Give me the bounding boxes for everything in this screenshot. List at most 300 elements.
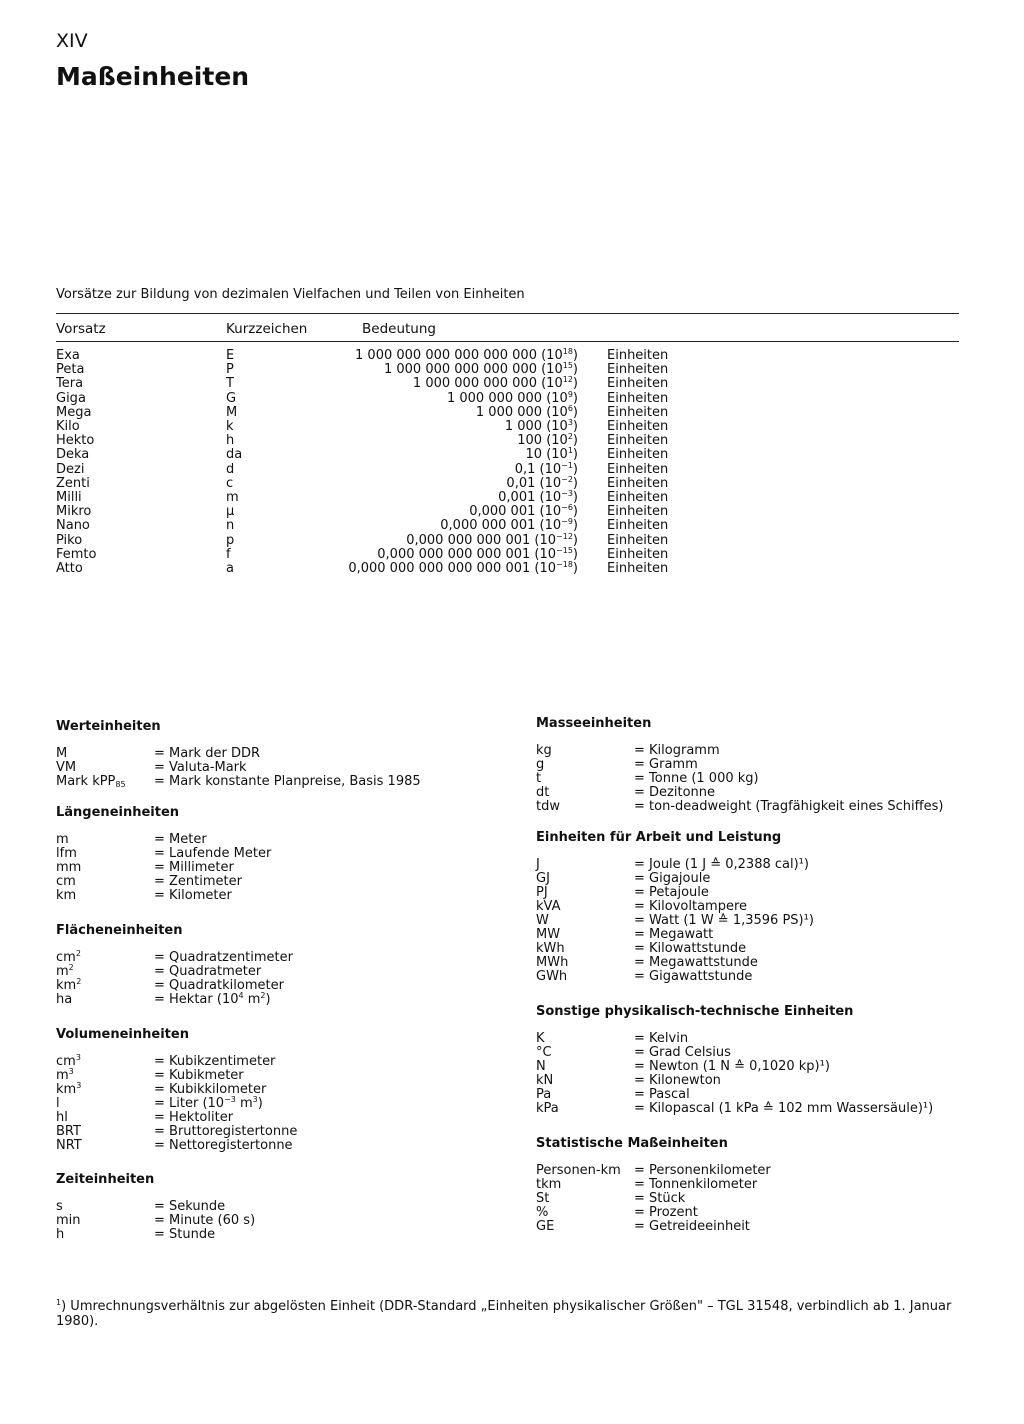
unit-symbol-text: MWh	[536, 955, 569, 970]
table-row	[0, 519, 1024, 533]
section-heading: Flächeneinheiten	[56, 923, 183, 938]
unit-section	[56, 805, 476, 903]
unit-definition-text: = Dezitonne	[634, 785, 715, 800]
unit-row	[536, 772, 976, 786]
unit-symbol-text: l	[56, 1096, 60, 1111]
prefix-name: Hekto	[56, 433, 95, 449]
definition-tail: m	[243, 992, 261, 1007]
unit-row	[536, 858, 976, 872]
prefix-symbol: μ	[226, 504, 235, 520]
prefix-unit: Einheiten	[607, 419, 669, 434]
section-heading: Volumeneinheiten	[56, 1027, 189, 1042]
unit-definition	[634, 900, 747, 914]
unit-row	[56, 1214, 476, 1228]
unit-symbol	[536, 1178, 561, 1192]
unit-row	[536, 1046, 976, 1060]
unit-definition-text: = Kubikkilometer	[154, 1082, 267, 1097]
unit-symbol	[536, 900, 560, 914]
unit-symbol	[536, 1032, 545, 1046]
prefix-value-close: )	[572, 348, 578, 363]
prefix-value-close: )	[572, 404, 578, 420]
unit-symbol-text: g	[536, 757, 545, 772]
unit-symbol	[536, 942, 565, 956]
unit-definition	[154, 861, 234, 875]
prefix-unit: Einheiten	[607, 404, 669, 420]
section-heading: Einheiten für Arbeit und Leistung	[536, 830, 782, 845]
unit-row	[56, 889, 476, 903]
unit-symbol	[56, 1125, 81, 1139]
unit-row	[536, 1220, 976, 1234]
unit-symbol	[56, 1097, 60, 1111]
unit-definition	[634, 956, 758, 970]
prefix-name: Deka	[56, 447, 90, 463]
unit-symbol-text: t	[536, 771, 542, 786]
unit-row	[56, 747, 476, 761]
table-row	[0, 377, 1024, 391]
table-row	[0, 491, 1024, 505]
prefix-exponent: 2	[567, 432, 573, 442]
prefix-value-close: )	[572, 475, 578, 491]
unit-section	[56, 1027, 476, 1153]
unit-definition	[634, 1164, 771, 1178]
unit-definition	[634, 914, 814, 928]
prefix-symbol: P	[226, 362, 234, 378]
prefix-value-text: 1 000 000 000 (10	[446, 390, 568, 406]
unit-definition-text: = Kilonewton	[634, 1073, 721, 1088]
unit-definition-text: = Watt (1 W ≙ 1,3596 PS)¹)	[634, 913, 814, 928]
prefix-symbol: E	[226, 348, 235, 363]
unit-definition	[154, 775, 421, 789]
unit-symbol	[56, 1083, 81, 1097]
table-row	[0, 531, 1024, 548]
unit-symbol	[536, 1102, 559, 1116]
unit-symbol	[536, 928, 560, 942]
unit-section	[56, 923, 476, 1007]
right-unit-column	[536, 716, 976, 1234]
unit-symbol	[536, 858, 540, 872]
definition-exponent-2: 3	[252, 1095, 258, 1104]
prefix-unit: Einheiten	[607, 390, 669, 406]
unit-definition	[634, 1032, 688, 1046]
prefix-value	[475, 403, 578, 420]
unit-symbol	[536, 800, 560, 814]
unit-symbol	[536, 786, 549, 800]
unit-definition-text: = Quadratkilometer	[154, 978, 284, 993]
unit-row	[536, 1164, 976, 1178]
unit-symbol-text: NRT	[56, 1138, 82, 1153]
definition-end: )	[265, 992, 271, 1007]
prefix-value-text: 1 000 (10	[504, 419, 568, 434]
prefix-unit: Einheiten	[607, 376, 669, 392]
unit-symbol	[536, 1164, 621, 1178]
unit-symbol-text: kWh	[536, 941, 565, 956]
unit-symbol-text: kN	[536, 1073, 554, 1088]
unit-definition	[154, 965, 261, 979]
unit-symbol-text: tdw	[536, 799, 560, 814]
table-row	[0, 403, 1024, 420]
unit-definition-text: = Kilowattstunde	[634, 941, 747, 956]
prefix-value-text: 100 (10	[517, 433, 568, 449]
unit-symbol-text: dt	[536, 785, 550, 800]
unit-definition-text: = Personenkilometer	[634, 1163, 771, 1178]
prefix-name: Atto	[56, 561, 83, 576]
unit-symbol	[56, 1069, 74, 1083]
prefix-value-text: 10 (10	[525, 447, 568, 463]
prefix-value	[355, 349, 578, 363]
prefix-name: Tera	[56, 376, 84, 392]
prefix-exponent: 18	[562, 347, 573, 356]
unit-symbol-text: m	[56, 964, 69, 979]
definition-exponent: 4	[238, 991, 244, 1000]
unit-symbol	[536, 970, 567, 984]
unit-row	[56, 833, 476, 847]
unit-symbol	[56, 965, 74, 979]
unit-definition	[634, 1046, 731, 1060]
unit-row	[56, 861, 476, 875]
unit-section	[536, 1136, 976, 1234]
prefix-exponent: −2	[561, 474, 573, 484]
table-row	[0, 474, 1024, 491]
prefix-exponent: −3	[561, 489, 573, 498]
prefix-name: Piko	[56, 532, 83, 548]
prefix-exponent: 15	[562, 361, 573, 371]
unit-definition-text: = Kubikmeter	[154, 1068, 244, 1083]
unit-definition-text: = Joule (1 J ≙ 0,2388 cal)¹)	[634, 857, 809, 872]
prefix-exponent: −6	[561, 503, 573, 513]
table-row	[0, 448, 1024, 462]
unit-symbol	[536, 772, 541, 786]
section-heading: Werteinheiten	[56, 719, 161, 734]
unit-row	[56, 875, 476, 889]
unit-row	[56, 1228, 476, 1242]
unit-definition-text: = Grad Celsius	[634, 1045, 731, 1060]
unit-definition	[154, 993, 271, 1007]
prefix-unit: Einheiten	[607, 546, 669, 562]
unit-definition-text: = Stunde	[154, 1227, 216, 1242]
prefix-value-text: 0,000 001 (10	[469, 504, 562, 520]
unit-symbol	[56, 847, 77, 861]
unit-definition-text: = Kelvin	[634, 1031, 689, 1046]
prefix-unit: Einheiten	[607, 362, 669, 378]
unit-definition	[154, 833, 207, 847]
unit-symbol-text: Mark kPP	[56, 774, 116, 789]
unit-symbol-text: GJ	[536, 871, 550, 886]
table-row	[0, 389, 1024, 406]
prefix-exponent: −9	[561, 517, 573, 527]
unit-section	[536, 716, 976, 814]
unit-symbol-text: W	[536, 913, 549, 928]
prefix-value-text: 1 000 000 000 000 (10	[412, 376, 563, 392]
prefix-value-close: )	[572, 433, 578, 449]
unit-row	[56, 1125, 476, 1139]
unit-definition	[154, 1228, 215, 1242]
unit-symbol-text: Personen-km	[536, 1163, 621, 1178]
unit-symbol	[56, 775, 126, 789]
unit-symbol-text: s	[56, 1199, 63, 1214]
unit-symbol	[536, 1060, 546, 1074]
unit-row	[536, 1178, 976, 1192]
unit-symbol	[536, 872, 550, 886]
unit-symbol	[56, 1111, 68, 1125]
unit-definition-text: = Megawattstunde	[634, 955, 758, 970]
table-row	[0, 545, 1024, 562]
prefix-exponent: 9	[567, 389, 573, 399]
unit-definition	[154, 875, 242, 889]
unit-definition-text: = Petajoule	[634, 885, 709, 900]
definition-exponent: −3	[224, 1095, 236, 1104]
prefix-symbol: G	[226, 390, 237, 406]
prefix-symbol: f	[226, 546, 231, 562]
section-heading: Masseeinheiten	[536, 716, 652, 731]
unit-symbol	[536, 1220, 554, 1234]
table-header-rule	[56, 341, 959, 342]
prefix-symbol: T	[226, 376, 234, 392]
prefix-exponent: 12	[562, 375, 573, 385]
unit-definition	[154, 1097, 263, 1111]
unit-symbol-text: cm	[56, 1054, 76, 1069]
unit-definition	[634, 786, 715, 800]
unit-definition	[634, 858, 809, 872]
unit-row	[536, 914, 976, 928]
unit-definition	[154, 1200, 225, 1214]
unit-symbol-text: K	[536, 1031, 545, 1046]
unit-row	[56, 775, 476, 789]
unit-definition	[154, 1139, 293, 1153]
unit-definition-text: = Kilopascal (1 kPa ≙ 102 mm Wassersäule)¹)	[634, 1101, 934, 1116]
unit-definition-text: = Mark der DDR	[154, 746, 260, 761]
unit-symbol	[56, 833, 69, 847]
unit-definition-text: = Meter	[154, 832, 207, 847]
unit-definition	[634, 744, 720, 758]
unit-symbol-text: min	[56, 1213, 81, 1228]
unit-definition	[154, 1069, 244, 1083]
unit-symbol	[56, 979, 81, 993]
prefix-symbol: n	[226, 518, 235, 534]
unit-symbol-text: GE	[536, 1219, 555, 1234]
prefix-symbol: da	[226, 447, 243, 463]
prefix-name: Nano	[56, 518, 90, 534]
prefix-exponent: −15	[556, 545, 573, 555]
unit-symbol-text: GWh	[536, 969, 568, 984]
unit-definition-text: = Hektar (10	[154, 992, 239, 1007]
unit-symbol-text: kPa	[536, 1101, 559, 1116]
unit-row	[536, 1032, 976, 1046]
unit-symbol	[56, 747, 67, 761]
prefix-value-close: )	[572, 390, 578, 406]
page-number: XIV	[56, 30, 88, 52]
unit-definition-text: = Mark konstante Planpreise, Basis 1985	[154, 774, 421, 789]
unit-definition	[634, 1220, 750, 1234]
prefix-value-text: 0,000 000 001 (10	[440, 518, 562, 534]
left-unit-column	[56, 719, 476, 1242]
definition-tail: m	[235, 1096, 253, 1111]
unit-row	[56, 951, 476, 965]
unit-symbol	[536, 1088, 551, 1102]
table-row	[0, 434, 1024, 448]
unit-definition	[634, 1178, 757, 1192]
unit-definition	[154, 1083, 266, 1097]
unit-row	[536, 942, 976, 956]
prefix-value	[406, 531, 578, 548]
unit-row	[536, 1074, 976, 1088]
unit-section	[56, 719, 476, 789]
unit-definition	[154, 761, 247, 775]
unit-definition-text: = Gramm	[634, 757, 698, 772]
unit-symbol	[56, 1200, 63, 1214]
table-row	[0, 460, 1024, 477]
unit-definition-text: = Kilovoltampere	[634, 899, 748, 914]
unit-symbol-text: lfm	[56, 846, 77, 861]
unit-row	[536, 872, 976, 886]
prefix-value-close: )	[572, 376, 578, 392]
prefix-symbol: d	[226, 461, 235, 477]
unit-definition-text: = Kilometer	[154, 888, 232, 903]
prefix-value	[377, 545, 578, 562]
unit-definition	[154, 951, 293, 965]
unit-symbol-exponent: 2	[75, 949, 81, 958]
unit-row	[56, 1139, 476, 1153]
unit-section	[536, 830, 976, 984]
unit-row	[536, 1060, 976, 1074]
unit-row	[536, 1206, 976, 1220]
unit-definition-text: = Tonnenkilometer	[634, 1177, 758, 1192]
unit-row	[56, 993, 476, 1007]
prefix-value-text: 0,01 (10	[506, 475, 562, 491]
unit-symbol	[536, 1046, 552, 1060]
unit-symbol-exponent: 2	[68, 963, 74, 972]
unit-definition	[154, 889, 232, 903]
prefix-name: Kilo	[56, 419, 80, 434]
unit-symbol	[536, 1074, 553, 1088]
unit-definition	[154, 1111, 233, 1125]
prefix-value-close: )	[572, 490, 578, 505]
unit-definition-text: = Millimeter	[154, 860, 234, 875]
unit-symbol-text: Pa	[536, 1087, 552, 1102]
prefix-symbol: c	[226, 475, 234, 491]
unit-symbol-exponent: 2	[76, 977, 82, 986]
prefix-unit: Einheiten	[607, 504, 669, 520]
prefix-exponent: −18	[556, 560, 573, 569]
unit-symbol	[56, 993, 72, 1007]
prefix-name: Giga	[56, 390, 86, 406]
unit-symbol-text: ha	[56, 992, 73, 1007]
prefix-value-text: 1 000 000 000 000 000 000 (10	[355, 348, 563, 363]
unit-row	[56, 761, 476, 775]
prefix-unit: Einheiten	[607, 561, 669, 576]
prefix-value-close: )	[572, 532, 578, 548]
prefix-value-text: 0,1 (10	[514, 461, 562, 477]
unit-definition-text: = Newton (1 N ≙ 0,1020 kp)¹)	[634, 1059, 830, 1074]
prefix-symbol: m	[226, 490, 239, 505]
unit-symbol-text: mm	[56, 860, 82, 875]
prefix-name: Femto	[56, 546, 97, 562]
unit-symbol-text: cm	[56, 874, 76, 889]
prefix-name: Peta	[56, 362, 85, 378]
prefix-value-text: 1 000 000 000 000 000 (10	[383, 362, 563, 378]
section-heading: Sonstige physikalisch-technische Einheiten	[536, 1004, 854, 1019]
prefix-value-close: )	[572, 447, 578, 463]
unit-symbol	[56, 889, 76, 903]
unit-definition-text: = Nettoregistertonne	[154, 1138, 293, 1153]
unit-definition-text: = Stück	[634, 1191, 686, 1206]
unit-row	[56, 1111, 476, 1125]
unit-section	[536, 1004, 976, 1116]
unit-definition	[634, 800, 943, 814]
unit-symbol-text: h	[56, 1227, 65, 1242]
unit-row	[536, 1192, 976, 1206]
unit-symbol-text: m	[56, 832, 69, 847]
prefix-unit: Einheiten	[607, 475, 669, 491]
unit-row	[56, 1055, 476, 1069]
unit-symbol-text: km	[56, 978, 77, 993]
prefix-value-text: 0,001 (10	[498, 490, 562, 505]
prefix-symbol: k	[226, 419, 234, 434]
unit-definition-text: = ton-deadweight (Tragfähigkeit eines Schiffes)	[634, 799, 944, 814]
prefix-value	[413, 377, 578, 391]
unit-symbol	[536, 956, 568, 970]
prefix-exponent: 1	[567, 446, 573, 456]
unit-definition	[634, 1060, 830, 1074]
prefix-unit: Einheiten	[607, 447, 669, 463]
unit-symbol	[536, 758, 544, 772]
unit-row	[536, 800, 976, 814]
unit-symbol	[536, 886, 548, 900]
prefix-value-close: )	[572, 504, 578, 520]
unit-symbol-text: M	[56, 746, 68, 761]
prefix-name: Mikro	[56, 504, 92, 520]
unit-definition-text: = Tonne (1 000 kg)	[634, 771, 759, 786]
unit-symbol	[536, 1206, 548, 1220]
column-header-prefix: Vorsatz	[56, 321, 106, 337]
unit-symbol	[536, 914, 549, 928]
unit-symbol-subscript: 85	[115, 780, 126, 789]
definition-end: )	[257, 1096, 263, 1111]
unit-symbol-text: m	[56, 1068, 69, 1083]
unit-symbol	[56, 861, 81, 875]
unit-row	[536, 1088, 976, 1102]
unit-definition-text: = Valuta-Mark	[154, 760, 247, 775]
prefix-unit: Einheiten	[607, 433, 669, 449]
unit-symbol-text: hl	[56, 1110, 68, 1125]
prefix-value-close: )	[572, 419, 578, 434]
unit-definition	[634, 1074, 721, 1088]
section-heading: Längeneinheiten	[56, 805, 180, 820]
unit-row	[536, 1102, 976, 1116]
table-row	[0, 349, 1024, 363]
unit-definition-text: = Quadratzentimeter	[154, 950, 293, 965]
unit-definition	[634, 970, 752, 984]
footnote-marker: 1	[56, 1298, 62, 1307]
section-heading: Zeiteinheiten	[56, 1172, 155, 1187]
unit-definition-text: = Quadratmeter	[154, 964, 262, 979]
prefix-unit: Einheiten	[607, 490, 669, 505]
table-row	[0, 562, 1024, 576]
prefix-name: Exa	[56, 348, 80, 363]
unit-symbol-text: tkm	[536, 1177, 562, 1192]
unit-row	[536, 786, 976, 800]
column-header-symbol: Kurzzeichen	[226, 321, 308, 337]
unit-symbol	[56, 875, 76, 889]
unit-row	[56, 1200, 476, 1214]
footnote-text: ) Umrechnungsverhältnis zur abgelösten Einheit (DDR-Standard „Einheiten physikalischer Größen" – TGL 31548, verbindlich ab 1. Januar 1980).	[56, 1299, 952, 1329]
prefix-exponent: 6	[567, 403, 573, 413]
prefix-unit: Einheiten	[607, 348, 669, 363]
prefix-symbol: a	[226, 561, 234, 576]
unit-symbol-text: km	[56, 1082, 77, 1097]
unit-symbol	[536, 744, 552, 758]
table-top-rule	[56, 313, 959, 314]
unit-symbol-exponent: 3	[76, 1081, 82, 1090]
